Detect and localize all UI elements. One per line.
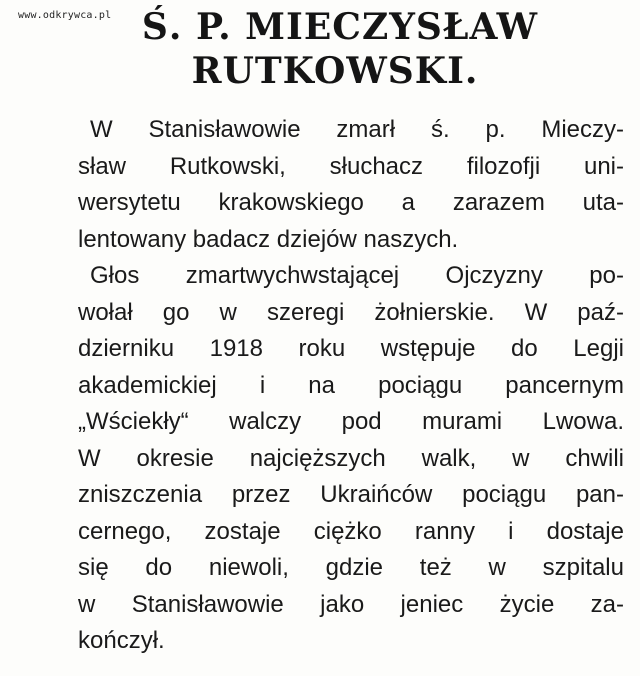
article-line: wersytetu krakowskiego a zarazem uta- [78, 189, 624, 216]
headline-line-2: RUTKOWSKI. [191, 50, 479, 92]
article-line: W okresie najcięższych walk, w chwili [78, 444, 624, 472]
article-line: kończył. [78, 627, 165, 654]
article-line: dzierniku 1918 roku wstępuje do Legji [78, 335, 624, 362]
article-line: w Stanisławowie jako jeniec życie za- [78, 590, 624, 618]
article-line: się do niewoli, gdzie też w szpitalu [78, 554, 624, 581]
article-line: wołał go w szeregi żołnierskie. W paź- [78, 298, 624, 326]
watermark-url: www.odkrywca.pl [18, 10, 112, 21]
article-line: sław Rutkowski, słuchacz filozofji uni- [78, 152, 624, 180]
article-line: W Stanisławowie zmarł ś. p. Mieczy- [90, 116, 624, 143]
article-body [78, 112, 624, 660]
article-line: Głos zmartwychwstającej Ojczyzny po- [90, 262, 624, 289]
article-line: zniszczenia przez Ukraińców pociągu pan- [78, 481, 624, 508]
article-line: akademickiej i na pociągu pancernym [78, 371, 624, 399]
article-line: „Wściekły“ walczy pod murami Lwowa. [78, 408, 624, 435]
article-line: lentowany badacz dziejów naszych. [78, 225, 459, 253]
article-line: cernego, zostaje ciężko ranny i dostaje [78, 517, 624, 545]
headline-line-1: Ś. P. MIECZYSŁAW [141, 6, 539, 48]
